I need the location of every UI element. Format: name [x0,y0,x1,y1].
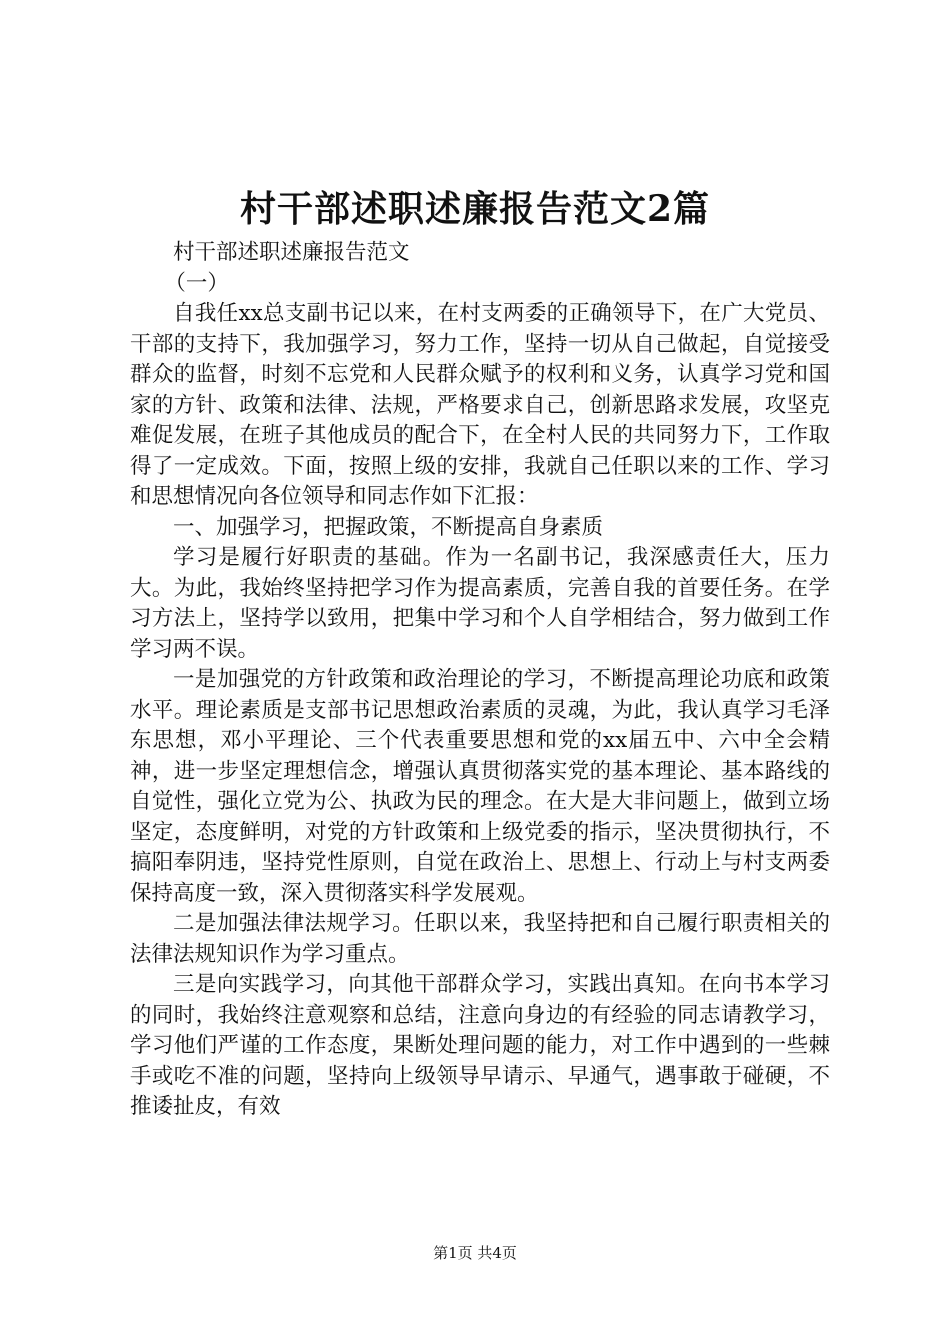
document-title: 村干部述职述廉报告范文2篇 [239,188,711,230]
subtitle-paragraph: 村干部述职述廉报告范文 [173,240,410,265]
body-paragraph: 三是向实践学习，向其他干部群众学习，实践出真知。在向书本学习的同时，我始终注意观察和总结，注意向身边的有经验的同志请教学习，学习他们严谨的工作态度，果断处理问题的能力，对工作中遇到的一些棘手或吃不准的问题，坚持向上级领导早请示、早通气，遇事敢于碰硬，不推诿扯皮，有效 [130,972,830,1119]
body-paragraph: 一是加强党的方针政策和政治理论的学习，不断提高理论功底和政策水平。理论素质是支部书记思想政治素质的灵魂，为此，我认真学习毛泽东思想，邓小平理论、三个代表重要思想和党的xx届五中、六中全会精神，进一步坚定理想信念，增强认真贯彻落实党的基本理论、基本路线的自觉性，强化立党为公、执政为民的理念。在大是大非问题上，做到立场坚定，态度鲜明，对党的方针政策和上级党委的指示，坚决贯彻执行，不搞阳奉阴违，坚持党性原则，自觉在政治上、思想上、行动上与村支两委保持高度一致，深入贯彻落实科学发展观。 [130,667,830,906]
body-paragraph: 二是加强法律法规学习。任职以来，我坚持把和自己履行职责相关的法律法规知识作为学习重点。 [130,911,830,967]
body-paragraph: 学习是履行好职责的基础。作为一名副书记，我深感责任大，压力大。为此，我始终坚持把学习作为提高素质，完善自我的首要任务。在学习方法上，坚持学以致用，把集中学习和个人自学相结合，努力做到工作学习两不误。 [130,545,830,662]
body-paragraph: 自我任xx总支副书记以来，在村支两委的正确领导下，在广大党员、干部的支持下，我加强学习，努力工作，坚持一切从自己做起，自觉接受群众的监督，时刻不忘党和人民群众赋予的权利和义务，认真学习党和国家的方针、政策和法律、法规，严格要求自己，创新思路求发展，攻坚克难促发展，在班子其他成员的配合下，在全村人民的共同努力下，工作取得了一定成效。下面，按照上级的安排，我就自己任职以来的工作、学习和思想情况向各位领导和同志作如下汇报： [130,301,830,509]
section-number: （一） [164,270,229,296]
document-body [130,238,830,1123]
page-footer: 第1页 共4页 [433,1244,517,1262]
section-heading: 一、加强学习，把握政策，不断提高自身素质 [173,514,604,540]
